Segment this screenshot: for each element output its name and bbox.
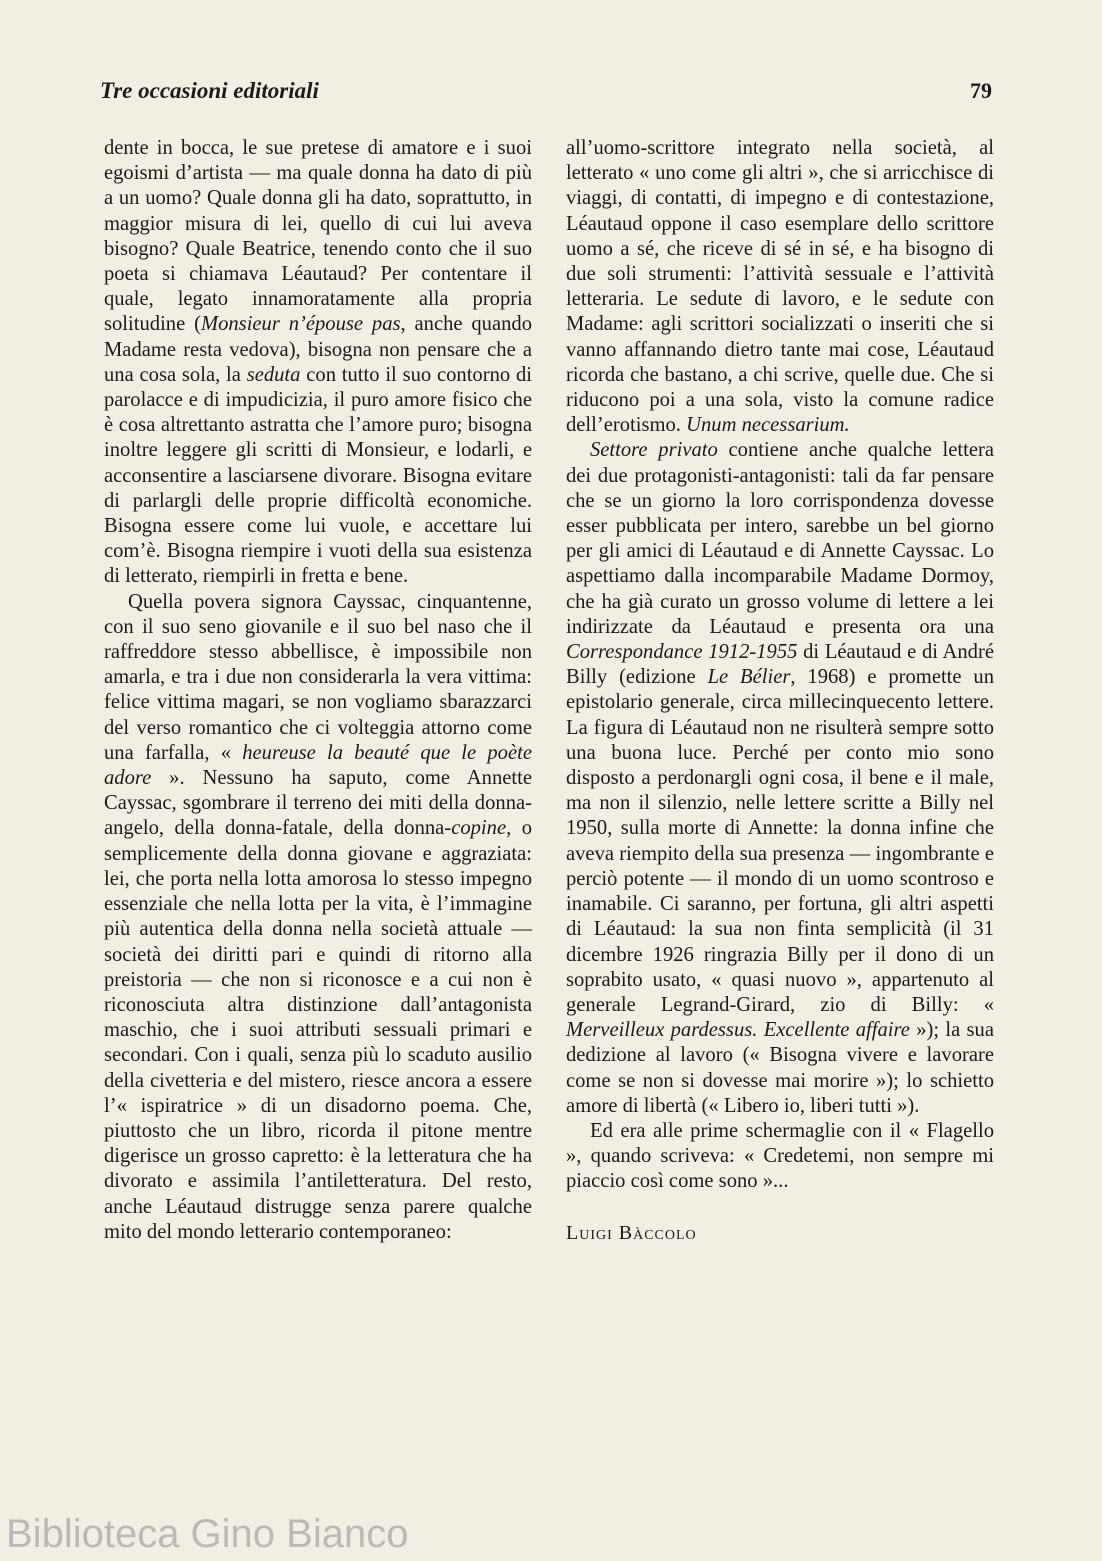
text-run: Quella povera signora Cayssac, cinquantenne, con il suo seno giovanile e il suo bel naso che il raffreddore stesso abbellisce, è impossibile non amarla, e tra i due non considerarla la vera vittima: felice vittima magari, se non vogliamo sbarazzarci del verso romantico che ci volteggia attorno come una farfalla, « [104,590,532,764]
italic-title: Settore privato [590,439,718,462]
text-run: , 1968) e promette un epistolario generale, circa millecinquecento lettere. La figura di Léautaud non ne risulterà sempre sotto una buona luce. Perché per conto mio sono disposto a perdonargli ogni cosa, il bene e il male, ma non il silenzio, nelle lettere scritte a Billy nel 1950, sulla morte di Annette: la donna infine che aveva riempito della sua presenza — ingombrante e perciò potente — il mondo di un uomo scontroso e inamabile. Ci saranno, per fortuna, gli altri aspetti di Léautaud: la sua non finta semplicità (il 31 dicembre 1926 ringrazia Billy per il dono di un soprabito usato, « quasi nuovo », appartenuto al generale Legrand-Girard, zio di Billy: « [566,666,995,1016]
italic-title: Correspondance 1912-1955 [566,641,798,664]
italic-title: Le Bélier [707,666,791,689]
text-run: contiene anche qualche lettera dei due protagonisti-antagonisti: tali da far pensare che se un giorno la loro corrispondenza dovesse esser pubblicata per intero, sarebbe un bel giorno per gli amici di Léautaud e di Annette Cayssac. Lo aspettiamo dalla incomparabile Madame Dormoy, che ha già curato un grosso volume di lettere a lei indirizzate da Léautaud e presenta ora una [566,439,994,638]
text-run: »); la sua dedizione al lavoro (« Bisogna vivere e lavorare come se non si dovesse mai morire »); lo schietto amore di libertà (« Libero io, liberi tutti »). [566,1019,994,1117]
text-run: , o semplicemente della donna giovane e aggraziata: lei, che porta nella lotta amorosa lo stesso impegno essenziale che nella lotta per la vita, è l’immagine più autentica della donna nella società attuale — società dei diritti pari e quindi di ritorno alla preistoria — che non si riconosce e a cui non è riconosciuta altra distinzione dall’antagonista maschio, che i suoi attributi sessuali primari e secondari. Con i quali, senza più lo scaduto ausilio della civetteria e del mistero, riesce ancora a essere l’« ispiratrice » di un disadorno poema. Che, piuttosto che un libro, ricorda il pitone mentre digerisce un grosso capretto: è la letteratura che ha divorato e assimila l’antiletteratura. Del resto, anche Léautaud distrugge senza parere qualche mito del mondo letterario contemporaneo: [104,817,533,1243]
italic-title: Monsieur n’épouse pas [200,313,401,336]
italic-quote: heureuse la beauté que le poète adore [104,741,532,790]
paragraph: Ed era alle prime schermaglie con il « Flagello », quando scriveva: « Credetemi, non sempre mi piaccio così come sono »... [566,1119,994,1193]
paragraph-continued [104,136,532,590]
text-run: con tutto il suo contorno di parolacce e di impudicizia, il puro amore fisico che è cosa altrettanto astratta che l’amore puro; bisogna inoltre leggere gli scritti di Monsieur, e lodarli, e acconsentire a lasciarsene divorare. Bisogna evitare di parlargli delle proprie difficoltà economiche. Bisogna essere come lui vuole, e accettare lui com’è. Bisogna riempire i vuoti della sua esistenza di letterato, riempirli in fretta e bene. [104,363,532,588]
paragraph [104,590,532,1245]
left-column [104,136,532,1245]
page-number: 79 [970,78,992,103]
right-column [566,136,994,1246]
library-watermark: Biblioteca Gino Bianco [6,1512,409,1556]
italic-quote: Merveilleux pardessus. Excellente affaire [566,1019,910,1042]
paragraph-continued [566,136,994,438]
author-signature: Luigi Bàccolo [566,1221,697,1244]
paragraph [566,438,994,1118]
text-run: , anche quando Madame resta vedova), bisogna non pensare che a una cosa sola, la [104,313,532,386]
running-title: Tre occasioni editoriali [100,78,319,103]
text-run: di Léautaud e di André Billy (edizione [566,641,994,689]
page-header [100,78,1002,112]
text-run: dente in bocca, le sue pretese di amatore e i suoi egoismi d’artista — ma quale donna ha dato di più a un uomo? Quale donna gli ha dato, soprattutto, in maggior misura di lei, quello di cui lui aveva bisogno? Quale Beatrice, tenendo conto che il suo poeta si chiamava Léautaud? Per contentare il quale, legato innamoratamente alla propria solitudine ( [104,137,532,336]
italic-latin: Unum necessarium. [686,414,850,437]
text-run: all’uomo-scrittore integrato nella società, al letterato « uno come gli altri », che si arricchisce di viaggi, di contatti, di impegno e di contestazione, Léautaud oppone il caso esemplare dello scrittore uomo a sé, che riceve di sé in sé, e ha bisogno di due soli strumenti: l’attività sessuale e l’attività letteraria. Le sedute di lavoro, e le sedute con Madame: agli scrittori socializzati o inseriti che si vanno affannando dietro tante mai cose, Léautaud ricorda che bastano, a chi scrive, quelle due. Che si riducono poi a una sola, visto la comune radice dell’erotismo. [566,137,994,437]
italic-term: copine [451,817,507,840]
italic-term: seduta [246,363,301,386]
text-run: ». Nessuno ha saputo, come Annette Cayssac, sgombrare il terreno dei miti della donna-angelo, della donna-fatale, della donna- [104,767,532,840]
